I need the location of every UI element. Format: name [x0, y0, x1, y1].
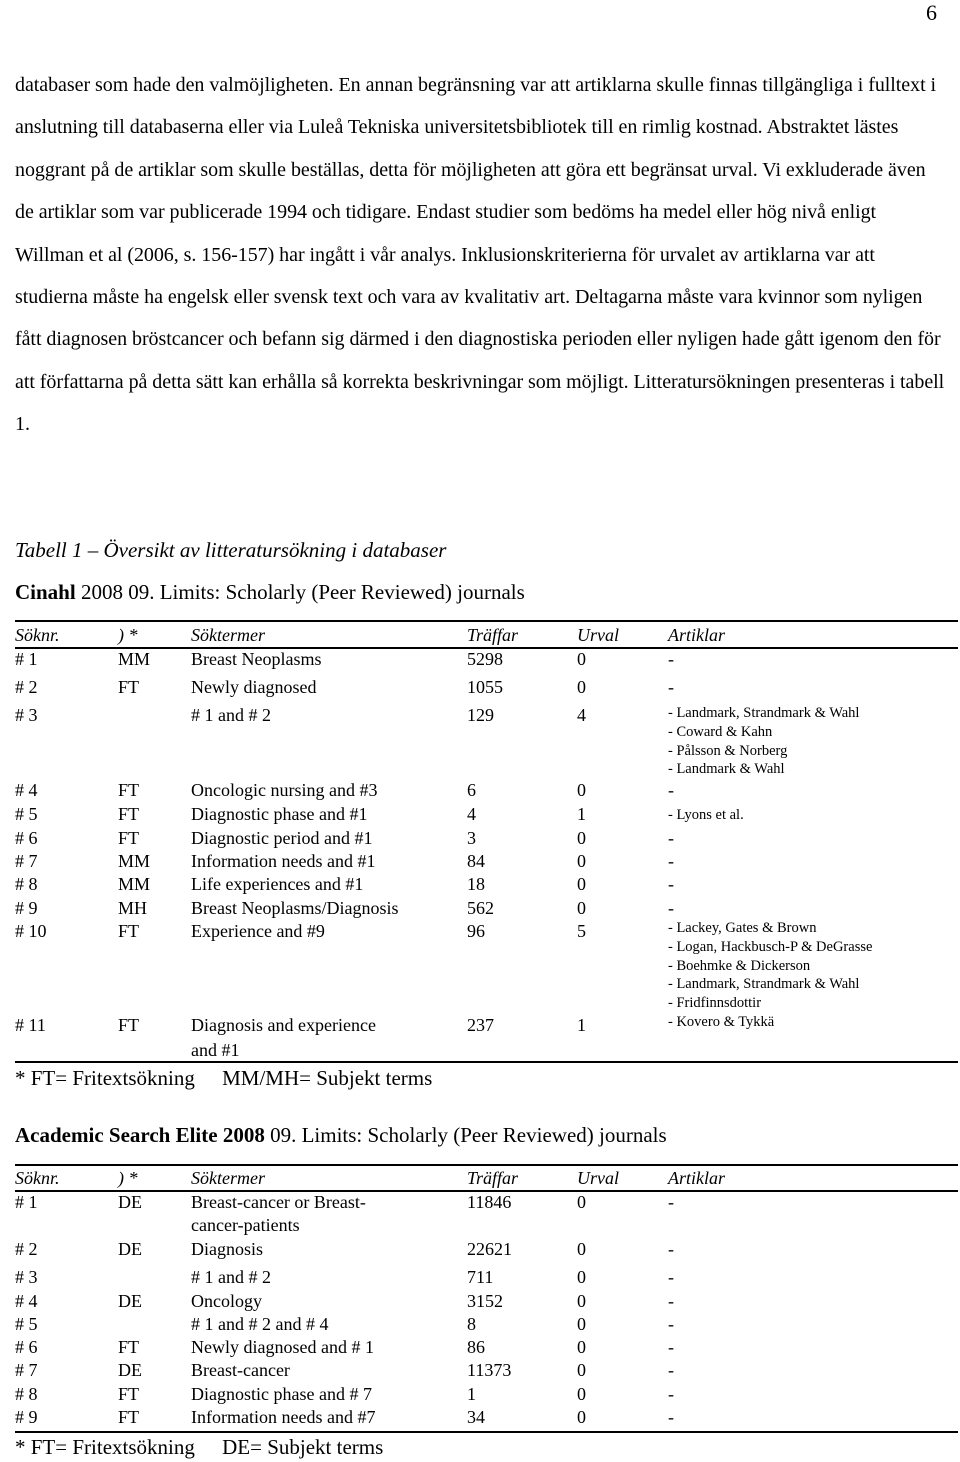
cell-articles: - — [668, 780, 674, 800]
cell-hits: 18 — [467, 874, 485, 894]
cell-selection: 0 — [577, 677, 586, 697]
cell-selection: 0 — [577, 1360, 586, 1380]
cell-selection: 0 — [577, 874, 586, 894]
article-item: - Landmark & Wahl — [668, 761, 785, 778]
article-item: - Lackey, Gates & Brown — [668, 920, 817, 936]
cell-search-terms: Experience and #9 — [191, 921, 325, 941]
cell-search-number: # 9 — [15, 898, 38, 918]
article-item: - Kovero & Tykkä — [668, 1013, 775, 1030]
cell-hits: 1 — [467, 1384, 476, 1404]
cell-search-number: # 7 — [15, 851, 38, 871]
article-item: - Coward & Kahn — [668, 723, 773, 740]
cell-term-type: DE — [118, 1239, 142, 1259]
header-articles: Artiklar — [668, 1168, 725, 1188]
cell-search-number: # 1 — [15, 649, 38, 669]
footnote-freetext: * FT= Fritextsökning — [15, 1066, 195, 1090]
cell-search-number: # 8 — [15, 1384, 38, 1404]
ase-footnote — [15, 1434, 383, 1460]
cell-selection: 0 — [577, 1291, 586, 1311]
cell-search-number: # 11 — [15, 1015, 46, 1035]
cell-search-number: # 8 — [15, 874, 38, 894]
cell-search-number: # 3 — [15, 705, 38, 725]
cell-search-number: # 6 — [15, 828, 38, 848]
footnote-subject-terms: DE= Subjekt terms — [222, 1435, 384, 1459]
cell-search-number: # 5 — [15, 1314, 38, 1334]
header-hits: Träffar — [467, 1168, 519, 1188]
article-item: - Boehmke & Dickerson — [668, 957, 811, 974]
cell-articles: - — [668, 1337, 674, 1357]
table-caption: Tabell 1 – Översikt av litteratursökning i databaser — [15, 538, 447, 562]
cell-hits: 22621 — [467, 1239, 512, 1259]
cell-hits: 34 — [467, 1407, 485, 1427]
cell-term-type: MH — [118, 898, 148, 918]
cell-search-terms: Breast Neoplasms — [191, 649, 322, 669]
header-term-type: ) * — [118, 625, 138, 645]
cell-search-terms: Newly diagnosed — [191, 677, 317, 697]
cell-search-terms: Newly diagnosed and # 1 — [191, 1337, 374, 1357]
cell-search-terms: Diagnostic phase and # 7 — [191, 1384, 372, 1404]
cell-search-number: # 6 — [15, 1337, 38, 1357]
ase-top-rule — [15, 1164, 958, 1166]
article-item: - Fridfinnsdottir — [668, 995, 762, 1012]
cell-articles: - — [668, 1360, 674, 1380]
cell-articles: - — [668, 851, 674, 871]
cell-term-type: FT — [118, 828, 140, 848]
article-item: - Pålsson & Norberg — [668, 742, 788, 759]
cell-search-number: # 10 — [15, 921, 47, 941]
cell-hits: 86 — [467, 1337, 485, 1357]
cell-articles: - — [668, 1314, 674, 1334]
cell-selection: 0 — [577, 1384, 586, 1404]
cell-search-terms: Information needs and #7 — [191, 1407, 376, 1427]
cell-selection: 4 — [577, 705, 586, 725]
cell-articles: - — [668, 677, 674, 697]
cinahl-articles-row10 — [668, 919, 872, 1032]
cell-search-number: # 2 — [15, 1239, 38, 1259]
cell-term-type: FT — [118, 804, 140, 824]
cell-hits: 8 — [467, 1314, 476, 1334]
cell-search-number: # 3 — [15, 1267, 38, 1287]
cell-term-type: FT — [118, 1015, 140, 1035]
header-articles: Artiklar — [668, 625, 725, 645]
header-selection: Urval — [577, 1168, 619, 1188]
cell-selection: 5 — [577, 921, 586, 941]
cell-articles: - — [668, 898, 674, 918]
article-item: - Landmark, Strandmark & Wahl — [668, 976, 860, 993]
cell-hits: 5298 — [467, 649, 503, 669]
body-paragraph: databaser som hade den valmöjligheten. En annan begränsning var att artiklarna skulle finnas tillgängliga i fulltext i anslutning till databaserna eller via Luleå Tekniska universitetsbibliotek till en rimlig kostnad. Abstraktet lästes noggrant på de artiklar som skulle beställas, detta för möjligheten att göra ett begränsat urval. Vi exkluderade även de artiklar som var publicerade 1994 och tidigare. Endast studier som bedöms ha medel eller hög nivå enligt Willman et al (2006, s. 156-157) har ingått i vår analys. Inklusionskriterierna för urvalet av artiklarna var att studierna måste ha engelsk eller svensk text och vara av kvalitativ art. Deltagarna måste vara kvinnor som nyligen fått diagnosen bröstcancer och befann sig därmed i den diagnostiska perioden eller nyligen hade gått igenom den för att författarna på detta sätt kan erhålla så korrekta beskrivningar som möjligt. Litteratursökningen presenteras i tabell 1. — [15, 74, 945, 436]
cell-hits: 4 — [467, 804, 476, 824]
cinahl-bottom-rule — [15, 1061, 958, 1063]
cell-search-terms: Diagnostic phase and #1 — [191, 804, 368, 824]
cell-hits: 129 — [467, 705, 494, 725]
cinahl-articles-row5 — [668, 806, 744, 825]
cell-hits: 11846 — [467, 1192, 512, 1212]
cell-hits: 237 — [467, 1015, 494, 1035]
article-item: - Lyons et al. — [668, 807, 744, 823]
ase-title: Academic Search Elite 2008 09. Limits: Scholarly (Peer Reviewed) journals — [15, 1123, 667, 1147]
article-item: - Logan, Hackbusch-P & DeGrasse — [668, 938, 873, 955]
cell-term-type: FT — [118, 1384, 140, 1404]
header-hits: Träffar — [467, 625, 519, 645]
cinahl-title: Cinahl 2008 09. Limits: Scholarly (Peer Reviewed) journals — [15, 580, 525, 604]
header-search-terms: Söktermer — [191, 625, 265, 645]
article-item: - Landmark, Strandmark & Wahl — [668, 705, 860, 721]
cell-term-type: DE — [118, 1192, 142, 1212]
cell-term-type: DE — [118, 1360, 142, 1380]
cell-selection: 0 — [577, 1239, 586, 1259]
cell-term-type: MM — [118, 851, 151, 871]
cell-articles: - — [668, 1291, 674, 1311]
cell-selection: 1 — [577, 804, 586, 824]
cell-search-number: # 9 — [15, 1407, 38, 1427]
cell-articles: - — [668, 1239, 674, 1259]
cell-hits: 1055 — [467, 677, 503, 697]
cell-search-terms: # 1 and # 2 — [191, 1267, 271, 1287]
ase-row1-term-continued: cancer-patients — [191, 1215, 300, 1235]
cell-selection: 1 — [577, 1015, 586, 1035]
cell-articles: - — [668, 649, 674, 669]
cell-selection: 0 — [577, 1407, 586, 1427]
cell-articles: - — [668, 828, 674, 848]
cinahl-row11-term-continued: and #1 — [191, 1040, 240, 1060]
cell-search-terms: # 1 and # 2 and # 4 — [191, 1314, 329, 1334]
cell-term-type: FT — [118, 921, 140, 941]
cell-selection: 0 — [577, 649, 586, 669]
cell-selection: 0 — [577, 780, 586, 800]
cell-articles: - — [668, 1192, 674, 1212]
footnote-subject-terms: MM/MH= Subjekt terms — [222, 1066, 433, 1090]
cell-term-type: MM — [118, 874, 151, 894]
cell-search-number: # 1 — [15, 1192, 38, 1212]
cell-search-terms: Diagnosis — [191, 1239, 263, 1259]
cell-selection: 0 — [577, 828, 586, 848]
cell-search-number: # 4 — [15, 780, 38, 800]
cell-hits: 562 — [467, 898, 494, 918]
cell-term-type: MM — [118, 649, 151, 669]
cell-articles: - — [668, 1384, 674, 1404]
cell-hits: 96 — [467, 921, 485, 941]
cell-hits: 84 — [467, 851, 485, 871]
cell-term-type: FT — [118, 1407, 140, 1427]
cell-term-type: FT — [118, 780, 140, 800]
cell-selection: 0 — [577, 1337, 586, 1357]
cell-term-type: DE — [118, 1291, 142, 1311]
cell-selection: 0 — [577, 851, 586, 871]
cell-search-terms: Breast Neoplasms/Diagnosis — [191, 898, 399, 918]
cell-search-terms: Information needs and #1 — [191, 851, 376, 871]
cell-selection: 0 — [577, 1192, 586, 1212]
cell-hits: 3 — [467, 828, 476, 848]
cell-articles: - — [668, 1267, 674, 1287]
cell-search-terms: Oncology — [191, 1291, 262, 1311]
cell-hits: 6 — [467, 780, 476, 800]
cell-search-terms: Life experiences and #1 — [191, 874, 364, 894]
cell-search-terms: Diagnosis and experience — [191, 1015, 376, 1035]
cinahl-footnote — [15, 1065, 432, 1091]
page-number: 6 — [926, 0, 937, 25]
cell-articles: - — [668, 1407, 674, 1427]
cinahl-articles-row3 — [668, 704, 859, 779]
cell-search-terms: Breast-cancer — [191, 1360, 290, 1380]
cell-search-number: # 2 — [15, 677, 38, 697]
footnote-freetext: * FT= Fritextsökning — [15, 1435, 195, 1459]
header-selection: Urval — [577, 625, 619, 645]
cell-term-type: FT — [118, 1337, 140, 1357]
cell-hits: 11373 — [467, 1360, 512, 1380]
header-search-number: Söknr. — [15, 1168, 60, 1188]
header-search-terms: Söktermer — [191, 1168, 265, 1188]
header-term-type: ) * — [118, 1168, 138, 1188]
cell-selection: 0 — [577, 1314, 586, 1334]
cell-search-number: # 7 — [15, 1360, 38, 1380]
cell-selection: 0 — [577, 898, 586, 918]
cell-search-terms: Breast-cancer or Breast- — [191, 1192, 366, 1212]
cell-search-terms: # 1 and # 2 — [191, 705, 271, 725]
cell-hits: 3152 — [467, 1291, 503, 1311]
cinahl-top-rule — [15, 620, 958, 622]
cell-hits: 711 — [467, 1267, 494, 1287]
cell-search-number: # 5 — [15, 804, 38, 824]
cell-term-type: FT — [118, 677, 140, 697]
header-search-number: Söknr. — [15, 625, 60, 645]
cell-search-terms: Diagnostic period and #1 — [191, 828, 373, 848]
cell-search-number: # 4 — [15, 1291, 38, 1311]
cell-search-terms: Oncologic nursing and #3 — [191, 780, 378, 800]
ase-bottom-rule — [15, 1431, 958, 1433]
cell-articles: - — [668, 874, 674, 894]
cell-selection: 0 — [577, 1267, 586, 1287]
